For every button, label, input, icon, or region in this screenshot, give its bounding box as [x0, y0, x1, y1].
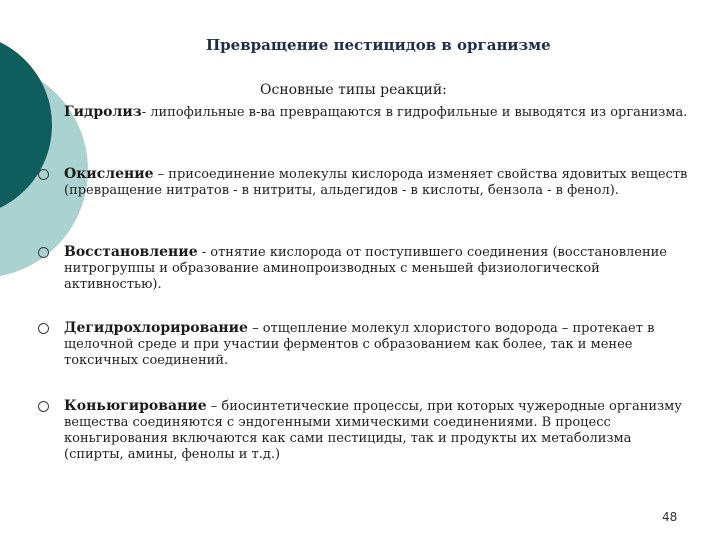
bullet-circle-icon	[38, 323, 49, 334]
reaction-description: – биосинтетические процессы, при которых чужеродные организму вещества соединяются с эндогенными химическими соединениями. В процесс коньгирования включаются как сами пестициды, так и продукты их метаболизма (спирты, амины, фенолы и т.д.)	[64, 399, 682, 462]
reaction-description: - отнятие кислорода от поступившего соединения (восстановление нитрогруппы и образование аминопроизводных с меньшей физиологической активностью).	[64, 245, 667, 292]
reaction-item-conjugation	[38, 398, 690, 463]
bullet-circle-icon	[38, 169, 49, 180]
reaction-item-oxidation	[38, 166, 690, 199]
reaction-term: Дегидрохлорирование	[64, 320, 248, 336]
reaction-term: Окисление	[64, 166, 154, 182]
reaction-description: – отщепление молекул хлористого водорода – протекает в щелочной среде и при участии ферментов с образованием как более, так и менее токсичных соединений.	[64, 321, 655, 368]
reaction-description: - липофильные в-ва превращаются в гидрофильные и выводятся из организма.	[141, 105, 688, 120]
reaction-description: – присоединение молекулы кислорода изменяет свойства ядовитых веществ (превращение нитратов - в нитриты, альдегидов - в кислоты, бензола - в фенол).	[64, 167, 688, 198]
reaction-item-dehydrochlorination	[38, 320, 690, 369]
slide-subtitle: Основные типы реакций:	[260, 82, 447, 98]
page-number: 48	[662, 510, 678, 524]
bullet-circle-icon	[38, 247, 49, 258]
reaction-term: Гидролиз	[64, 104, 142, 120]
reaction-item-hydrolysis	[38, 104, 690, 121]
bullet-circle-icon	[38, 401, 49, 412]
reaction-item-reduction	[38, 244, 690, 293]
reaction-term: Восстановление	[64, 244, 198, 260]
reaction-term: Коньюгирование	[64, 398, 207, 414]
slide-title: Превращение пестицидов в организме	[206, 36, 551, 54]
